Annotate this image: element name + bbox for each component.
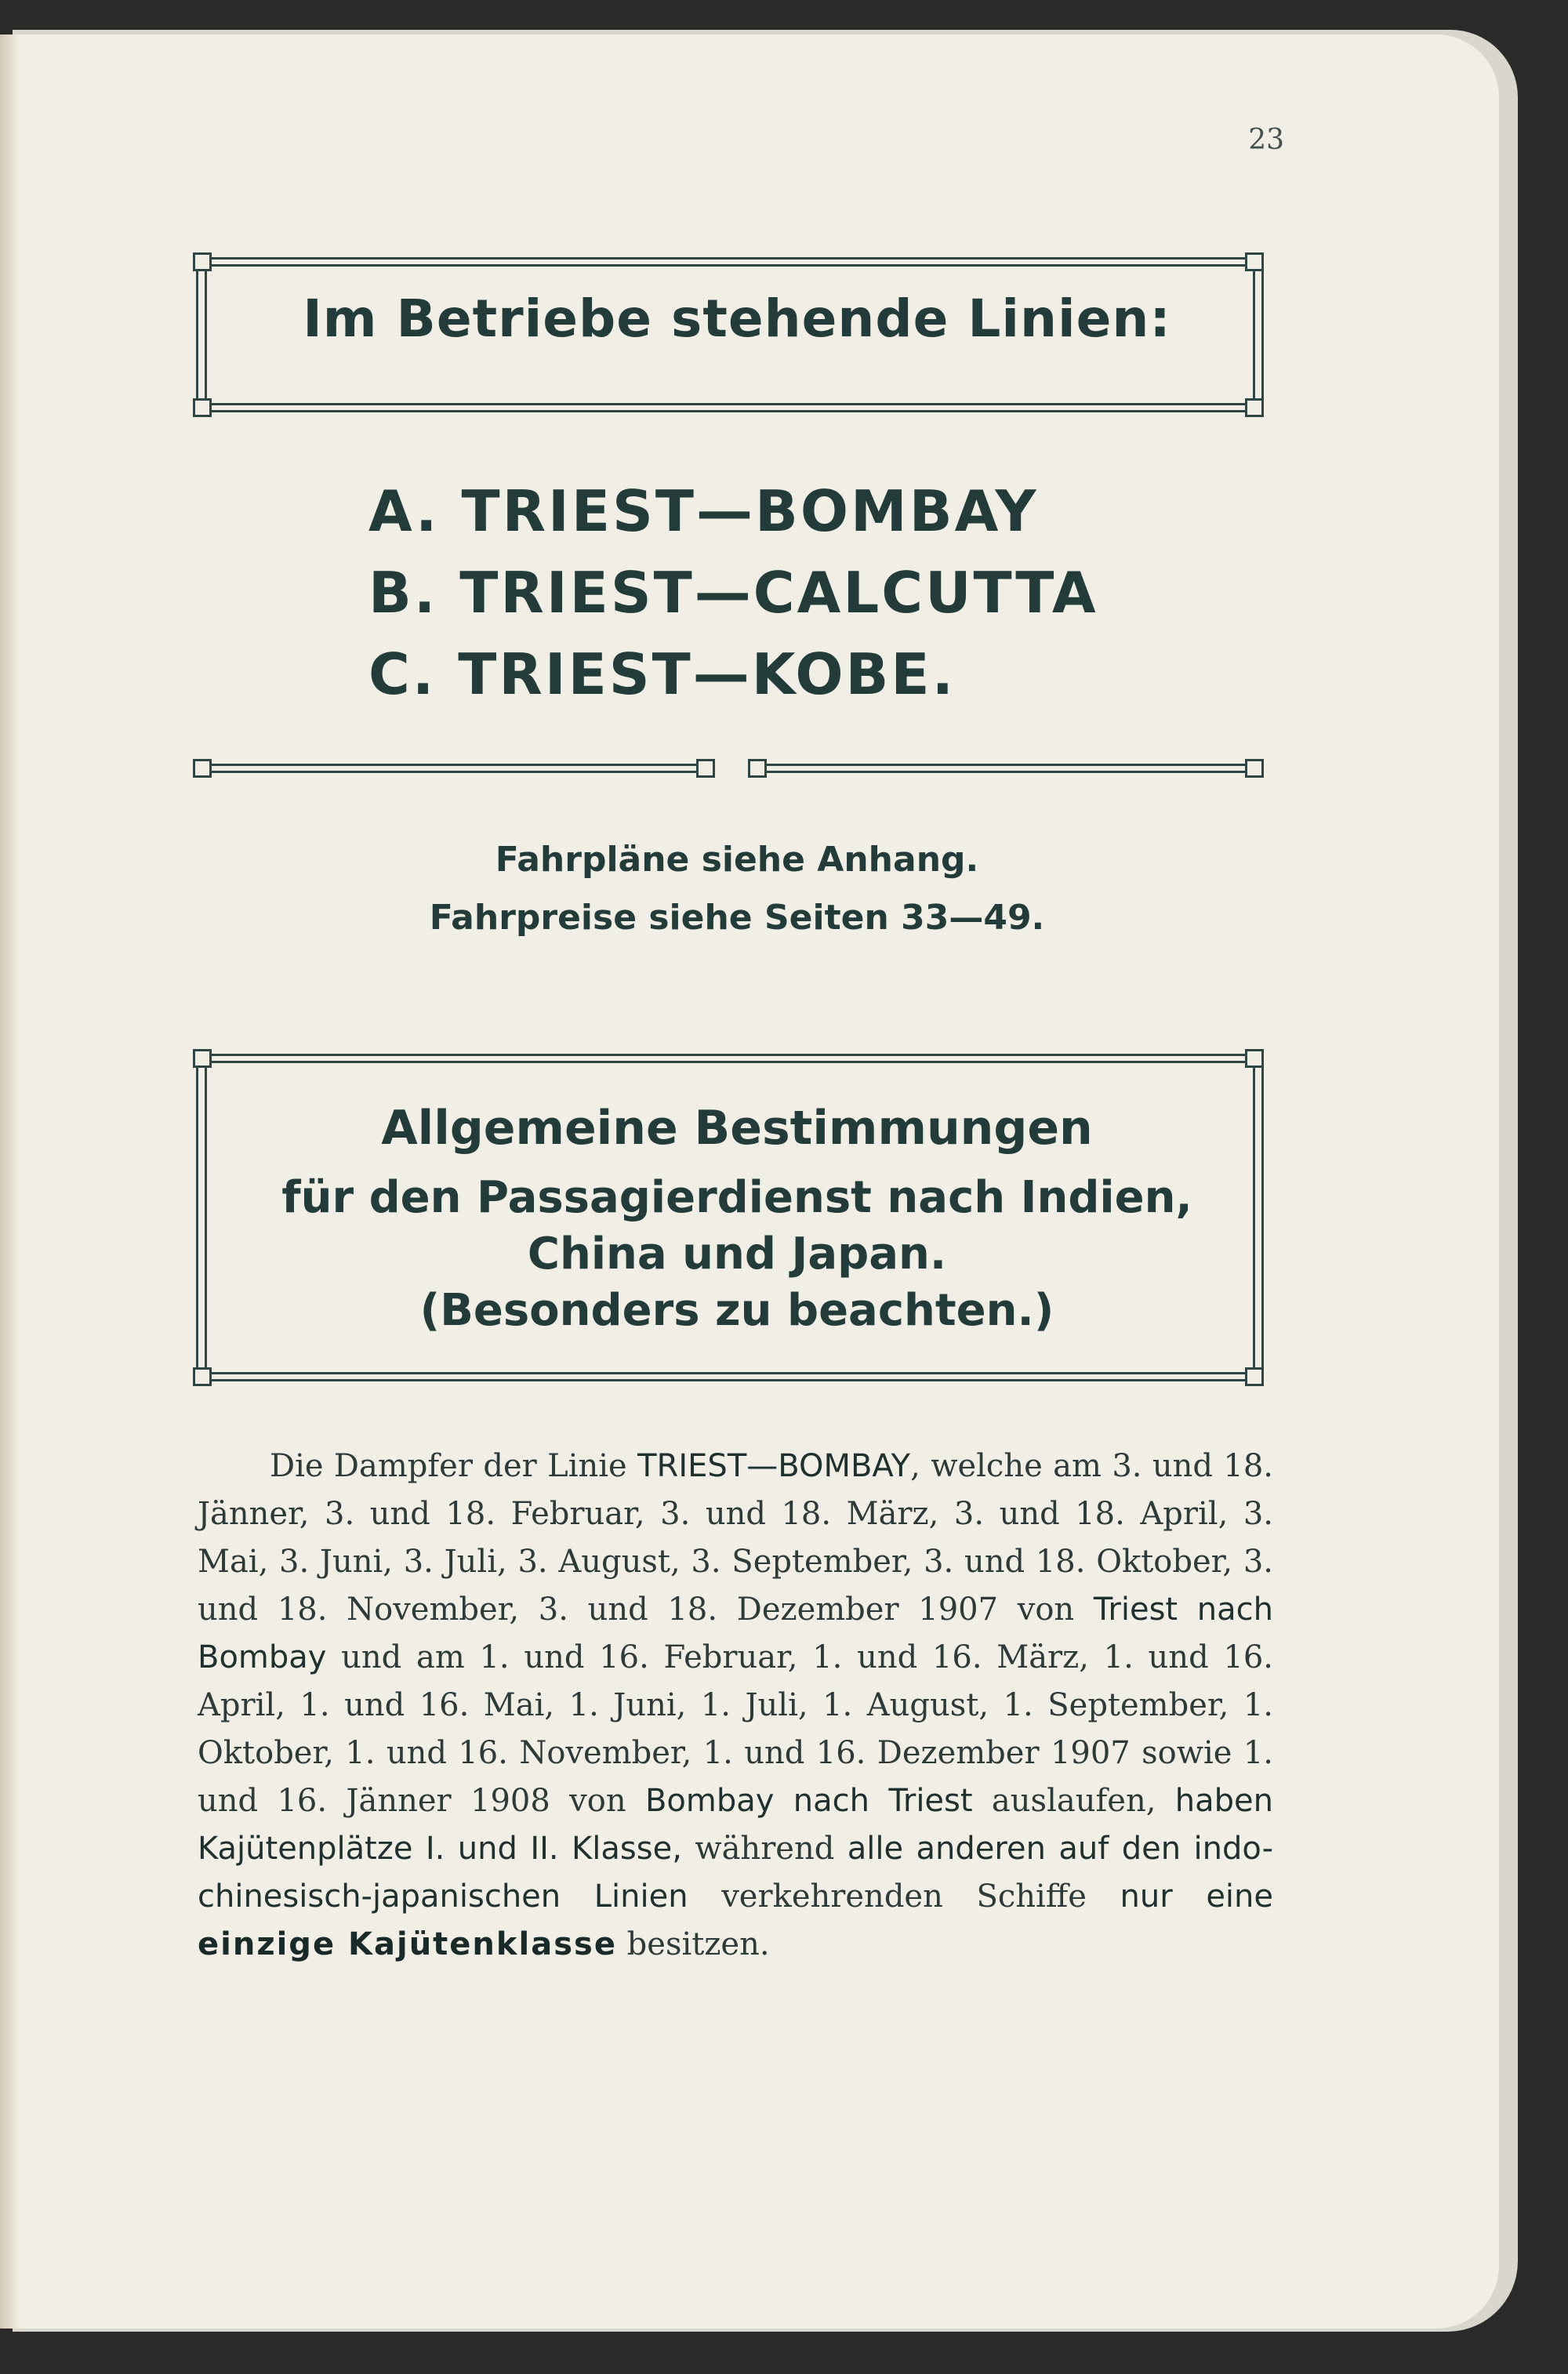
corner-square-icon [193,1049,212,1068]
body-emphasis: alle anderen auf den indo-chinesisch-japanischen Linien [198,1831,1274,1915]
header-frame-top-rule [212,257,1259,267]
body-emphasis: Bombay nach Triest [644,1783,973,1819]
routes-list [368,470,1098,715]
corner-square-icon [193,1367,212,1386]
fares-reference: Fahrpreise siehe Seiten 33—49. [429,898,1045,938]
corner-square-icon [193,759,212,778]
body-text-run: und am 1. und 16. Februar, 1. und 16. März, 1. und 16. April, 1. und 16. Mai, 1. Juni, 1. Juli, 1. August, 1. September, 1. Oktober, 1. und 16. November, 1. und 16. Dezember 1907 sowie 1. und 16. Jänner 1908 von [198,1639,1273,1819]
body-text-run: während [681,1831,848,1867]
corner-square-icon [193,398,212,417]
route-item: B. TRIEST—CALCUTTA [368,560,1098,626]
divider-rule-right [765,764,1247,773]
body-text-run: Die Dampfer der Linie [270,1448,638,1484]
timetable-reference: Fahrpläne siehe Anhang. [495,840,979,880]
schedule-references [196,831,1278,947]
route-item: C. TRIEST—KOBE. [368,641,956,707]
body-emphasis: nur eine [1120,1879,1273,1915]
rules-heading: Allgemeine Bestimmungen [381,1101,1093,1156]
body-text-run: auslaufen, [972,1783,1175,1819]
body-strong-emphasis: einzige Kajütenklasse [198,1926,617,1962]
corner-square-icon [748,759,767,778]
divider-rule-left [210,764,698,773]
rules-subtitle-line: China und Japan. [527,1229,947,1280]
corner-square-icon [1245,759,1264,778]
corner-square-icon [193,252,212,271]
lines-heading: Im Betriebe stehende Linien: [303,289,1171,349]
rules-subtitle-line: (Besonders zu beachten.) [419,1285,1054,1336]
page-binding [0,34,22,2329]
page-number: 23 [1248,124,1284,156]
body-emphasis: Triest nach Bombay [198,1592,1273,1675]
rules-subtitle [196,1170,1278,1339]
rules-frame-top-rule [212,1054,1259,1063]
corner-square-icon [1245,398,1264,417]
header-frame-bottom-rule [212,403,1259,412]
body-emphasis: TRIEST—BOMBAY [637,1448,911,1484]
rules-frame-bottom-rule [212,1372,1259,1381]
corner-square-icon [1245,252,1264,271]
corner-square-icon [1245,1049,1264,1068]
body-text-run: , welche am 3. und 18. Jänner, 3. und 18. Februar, 3. und 18. März, 3. und 18. April, 3. Mai, 3. Juni, 3. Juli, 3. August, 3. September, 3. und 18. Oktober, 3. und 18. November, 3. und 18. Dezember 1907 von [198,1448,1273,1628]
corner-square-icon [696,759,715,778]
body-text-run: besitzen. [616,1926,770,1962]
route-item: A. TRIEST—BOMBAY [368,478,1039,544]
body-paragraph [198,1443,1273,1969]
corner-square-icon [1245,1367,1264,1386]
rules-subtitle-line: für den Passagierdienst nach Indien, [281,1172,1192,1223]
body-text-run: verkehrenden Schiffe [688,1879,1120,1915]
body-emphasis: haben Kajütenplätze I. und II. Klasse, [198,1783,1273,1867]
